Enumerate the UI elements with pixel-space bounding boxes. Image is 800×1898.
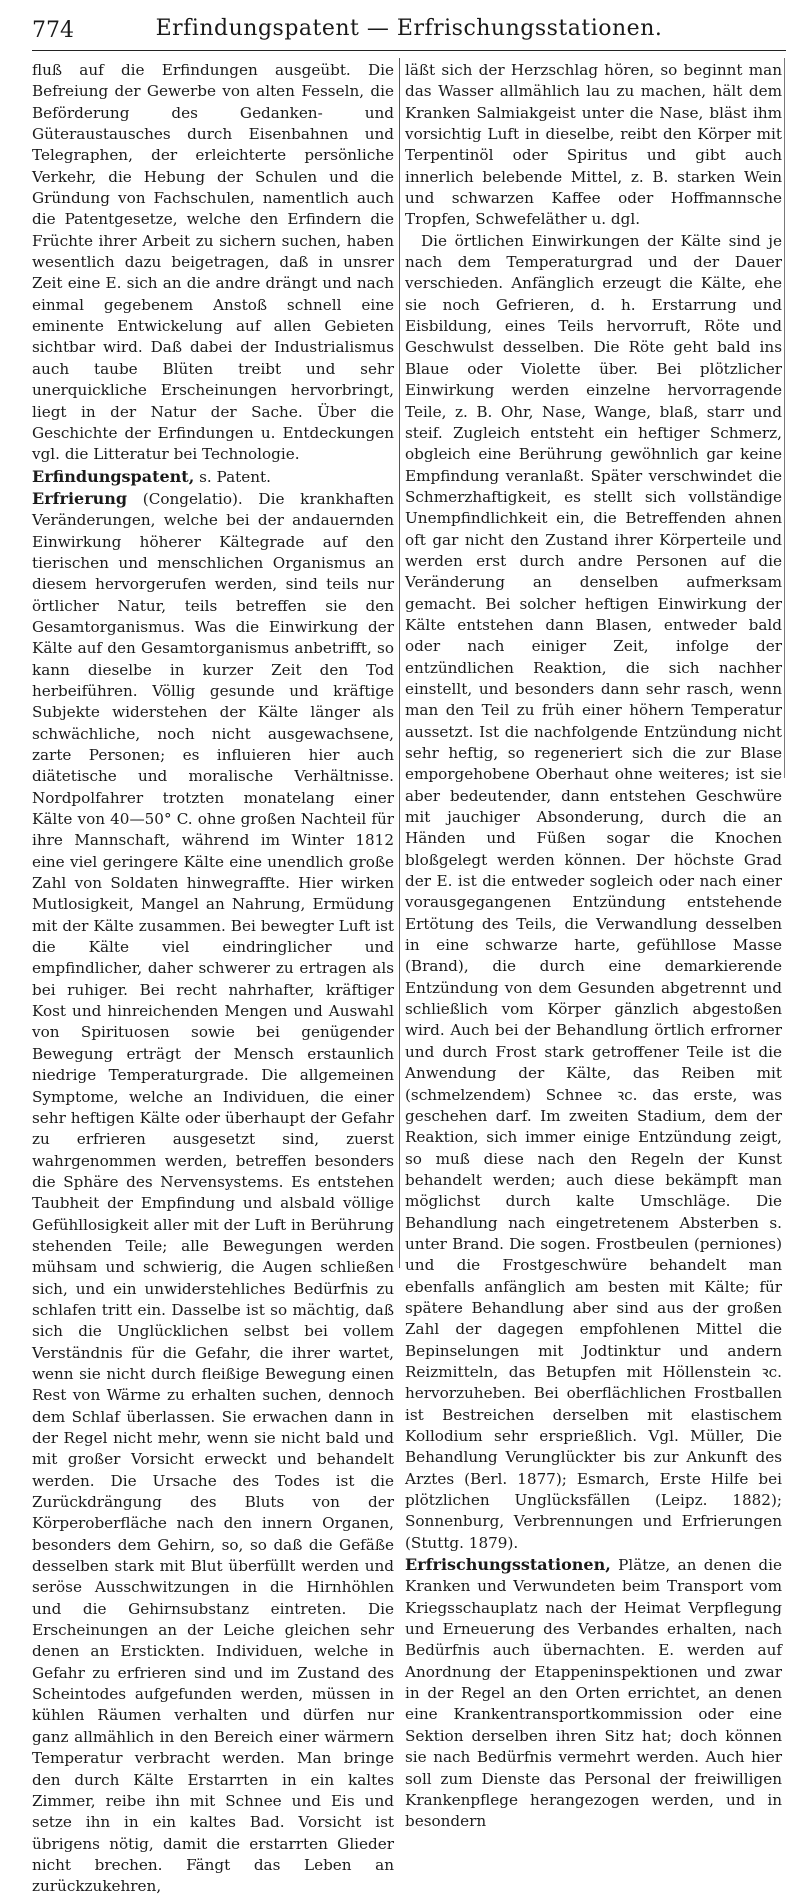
paragraph-continuation: fluß auf die Erfindungen ausgeübt. Die Befreiung der Gewerbe von alten Fesseln, die Beförderung des Gedanken- und Güteraustausches durch Eisenbahnen und Telegraphen, der erleichterte persönliche Verkehr, die Hebung der Schulen und die Gründung von Fachschulen, namentlich auch die Patentgesetze, welche den Erfindern die Früchte ihrer Arbeit zu sichern suchen, haben wesentlich dazu beigetragen, daß in unsrer Zeit eine E. sich an die andre drängt und nach einmal gegebenem Anstoß schnell eine eminente Entwickelung auf allen Gebieten sichtbar wird. Daß dabei der Industrialismus auch taube Blüten treibt und sehr unerquickliche Erscheinungen hervorbringt, liegt in der Natur der Sache. Über die Geschichte der Erfindungen u. Entdeckungen vgl. die Litteratur bei Technologie. [32, 61, 394, 464]
entry-body: s. Patent. [194, 467, 271, 486]
paragraph: Die örtlichen Einwirkungen der Kälte sind je nach dem Temperaturgrad und der Dauer verschieden. Anfänglich erzeugt die Kälte, ehe sie noch Gefrieren, d. h. Erstarrung und Eisbildung, eines Teils hervorruft, Röte und Geschwulst desselben. Die Röte geht bald ins Blaue oder Violette über. Bei plötzlicher Einwirkung werden einzelne hervorragende Teile, z. B. Ohr, Nase, Wange, blaß, starr und steif. Zugleich entsteht ein heftiger Schmerz, obgleich eine Berührung gewöhnlich gar keine Empfindung veranlaßt. Später verschwindet die Schmerzhaftigkeit, es stellt sich vollständige Unempfindlichkeit ein, die Betreffenden ahnen oft gar nicht den Zustand ihrer Körperteile und werden erst durch andre Personen auf die Veränderung an denselben aufmerksam gemacht. Bei solcher heftigen Einwirkung der Kälte entstehen dann Blasen, entweder bald oder nach einiger Zeit, infolge der entzündlichen Reaktion, die sich nachher einstellt, und besonders dann sehr rasch, wenn man den Teil zu früh einer höhern Temperatur aussetzt. Ist die nachfolgende Entzündung nicht sehr heftig, so regeneriert sich die zur Blase emporgehobene Oberhaut ohne weiteres; ist sie aber bedeutender, dann entstehen Geschwüre mit jauchiger Absonderung, durch die an Händen und Füßen sogar die Knochen bloßgelegt werden können. Der höchste Grad der E. ist die entweder sogleich oder nach einer vorausgegangenen Entzündung entstehende Ertötung des Teils, die Verwandlung desselben in eine schwarze harte, gefühllose Masse (Brand), die durch eine demarkierende Entzündung von dem Gesunden abgetrennt und schließlich vom Körper gänzlich abgestoßen wird. Auch bei der Behandlung örtlich erfrorner und durch Frost stark getroffener Teile ist die Anwendung der Kälte, das Reiben mit (schmelzendem) Schnee ꝛc. das erste, was geschehen darf. Im zweiten Stadium, dem der Reaktion, sich immer einige Entzündung zeigt, so muß diese nach den Regeln der Kunst behandelt werden; auch diese bekämpft man möglichst durch kalte Umschläge. Die Behandlung nach eingetretenem Absterben s. unter Brand. Die sogen. Frostbeulen (perniones) und die Frostgeschwüre behandelt man ebenfalls anfänglich am besten mit Kälte; für spätere Behandlung aber sind aus der großen Zahl der dagegen empfohlenen Mittel die Bepinselungen mit Jodtinktur und andern Reizmitteln, das Betupfen mit Höllenstein ꝛc. hervorzuheben. Bei oberflächlichen Frostballen ist Bestreichen derselben mit elastischem Kollodium sehr ersprießlich. Vgl. Müller, Die Behandlung Verunglückter bis zur Ankunft des Arztes (Berl. 1877); Esmarch, Erste Hilfe bei plötzlichen Unglücksfällen (Leipz. 1882); Sonnenburg, Verbrennungen und Erfrierungen (Stuttg. 1879). [405, 231, 782, 1552]
entry-erfrierung [32, 488, 394, 1898]
entry-body: (Congelatio). Die krankhaften Veränderungen, welche bei der andauernden Einwirkung höherer Kältegrade auf den tierischen und menschlichen Organismus an diesem hervorgerufen werden, sind teils nur örtlicher Natur, teils betreffen sie den Gesamtorganismus. Was die Einwirkung der Kälte auf den Gesamtorganismus anbetrifft, so kann dieselbe in kurzer Zeit den Tod herbeiführen. Völlig gesunde und kräftige Subjekte widerstehen der Kälte länger als schwächliche, noch nicht ausgewachsene, zarte Personen; es influieren hier auch diätetische und moralische Verhältnisse. Nordpolfahrer trotzten monatelang einer Kälte von 40—50° C. ohne großen Nachteil für ihre Mannschaft, während im Winter 1812 eine viel geringere Kälte eine unendlich große Zahl von Soldaten hinwegraffte. Hier wirken Mutlosigkeit, Mangel an Nahrung, Ermüdung mit der Kälte zusammen. Bei bewegter Luft ist die Kälte viel eindringlicher und empfindlicher, daher schwerer zu ertragen als bei ruhiger. Bei recht nahrhafter, kräftiger Kost und hinreichenden Mengen und Auswahl von Spirituosen sowie bei genügender Bewegung erträgt der Mensch erstaunlich niedrige Temperaturgrade. Die allgemeinen Symptome, welche an Individuen, die einer sehr heftigen Kälte oder überhaupt der Gefahr zu erfrieren ausgesetzt sind, zuerst wahrgenommen werden, betreffen besonders die Sphäre des Nervensystems. Es entstehen Taubheit der Empfindung und alsbald völlige Gefühllosigkeit aller mit der Luft in Berührung stehenden Teile; alle Bewegungen werden mühsam und schwierig, die Augen schließen sich, und ein unwiderstehliches Bedürfnis zu schlafen tritt ein. Dasselbe ist so mächtig, daß sich die Unglücklichen selbst bei vollem Verständnis für die Gefahr, die ihrer wartet, wenn sie nicht durch fleißige Bewegung einen Rest von Wärme zu erhalten suchen, dennoch dem Schlaf überlassen. Sie erwachen dann in der Regel nicht mehr, wenn sie nicht bald und mit großer Vorsicht erweckt und behandelt werden. Die Ursache des Todes ist die Zurückdrängung des Bluts von der Körperoberfläche nach den innern Organen, besonders dem Gehirn, so, so daß die Gefäße desselben stark mit Blut überfüllt werden und seröse Ausschwitzungen in die Hirnhöhlen und die Gehirnsubstanz eintreten. Die Erscheinungen an der Leiche gleichen sehr denen an Erstickten. Individuen, welche in Gefahr zu erfrieren sind und im Zustand des Scheintodes aufgefunden werden, müssen in kühlen Räumen verhalten und dürfen nur ganz allmählich in den Bereich einer wärmern Temperatur verbracht werden. Man bringe den durch Kälte Erstarrten in ein kaltes Zimmer, reibe ihn mit Schnee und Eis und setze ihn in ein kaltes Bad. Vorsicht ist übrigens nötig, damit die erstarrten Glieder nicht brechen. Fängt das Leben an zurückzukehren, [32, 489, 394, 1896]
headword: Erfindungspatent, [32, 466, 195, 486]
right-column [405, 60, 782, 1831]
entry-body: Plätze, an denen die Kranken und Verwundeten beim Transport vom Kriegsschauplatz nach der Heimat Verpflegung und Erneuerung des Verbandes erhalten, nach Bedürfnis auch übernachten. E. werden auf Anordnung der Etappeninspektionen und zwar in der Regel an den Orten errichtet, an denen eine Krankentransportkommission oder eine Sektion derselben ihren Sitz hat; doch können sie nach Bedürfnis vermehrt werden. Auch hier soll zum Dienste das Personal der freiwilligen Krankenpflege herangezogen werden, und in besondern [405, 1556, 782, 1831]
entry-erfindungspatent [32, 466, 394, 488]
headword: Erfrischungsstationen, [405, 1555, 611, 1575]
entry-erfrischungsstationen [405, 1554, 782, 1832]
page-number: 774 [32, 18, 74, 43]
page-header [32, 14, 786, 51]
column-divider [399, 58, 400, 1268]
right-edge-rule [784, 58, 785, 778]
paragraph-continuation: läßt sich der Herzschlag hören, so beginnt man das Wasser allmählich lau zu machen, hält dem Kranken Salmiakgeist unter die Nase, bläst ihm vorsichtig Luft in dieselbe, reibt den Körper mit Terpentinöl oder Spiritus und gibt auch innerlich belebende Mittel, z. B. starken Wein und schwarzen Kaffee oder Hoffmannsche Tropfen, Schwefeläther u. dgl. [405, 61, 782, 229]
headword: Erfrierung [32, 488, 128, 508]
left-column [32, 60, 394, 1896]
running-head: Erfindungspatent — Erfrischungsstationen. [155, 16, 663, 41]
